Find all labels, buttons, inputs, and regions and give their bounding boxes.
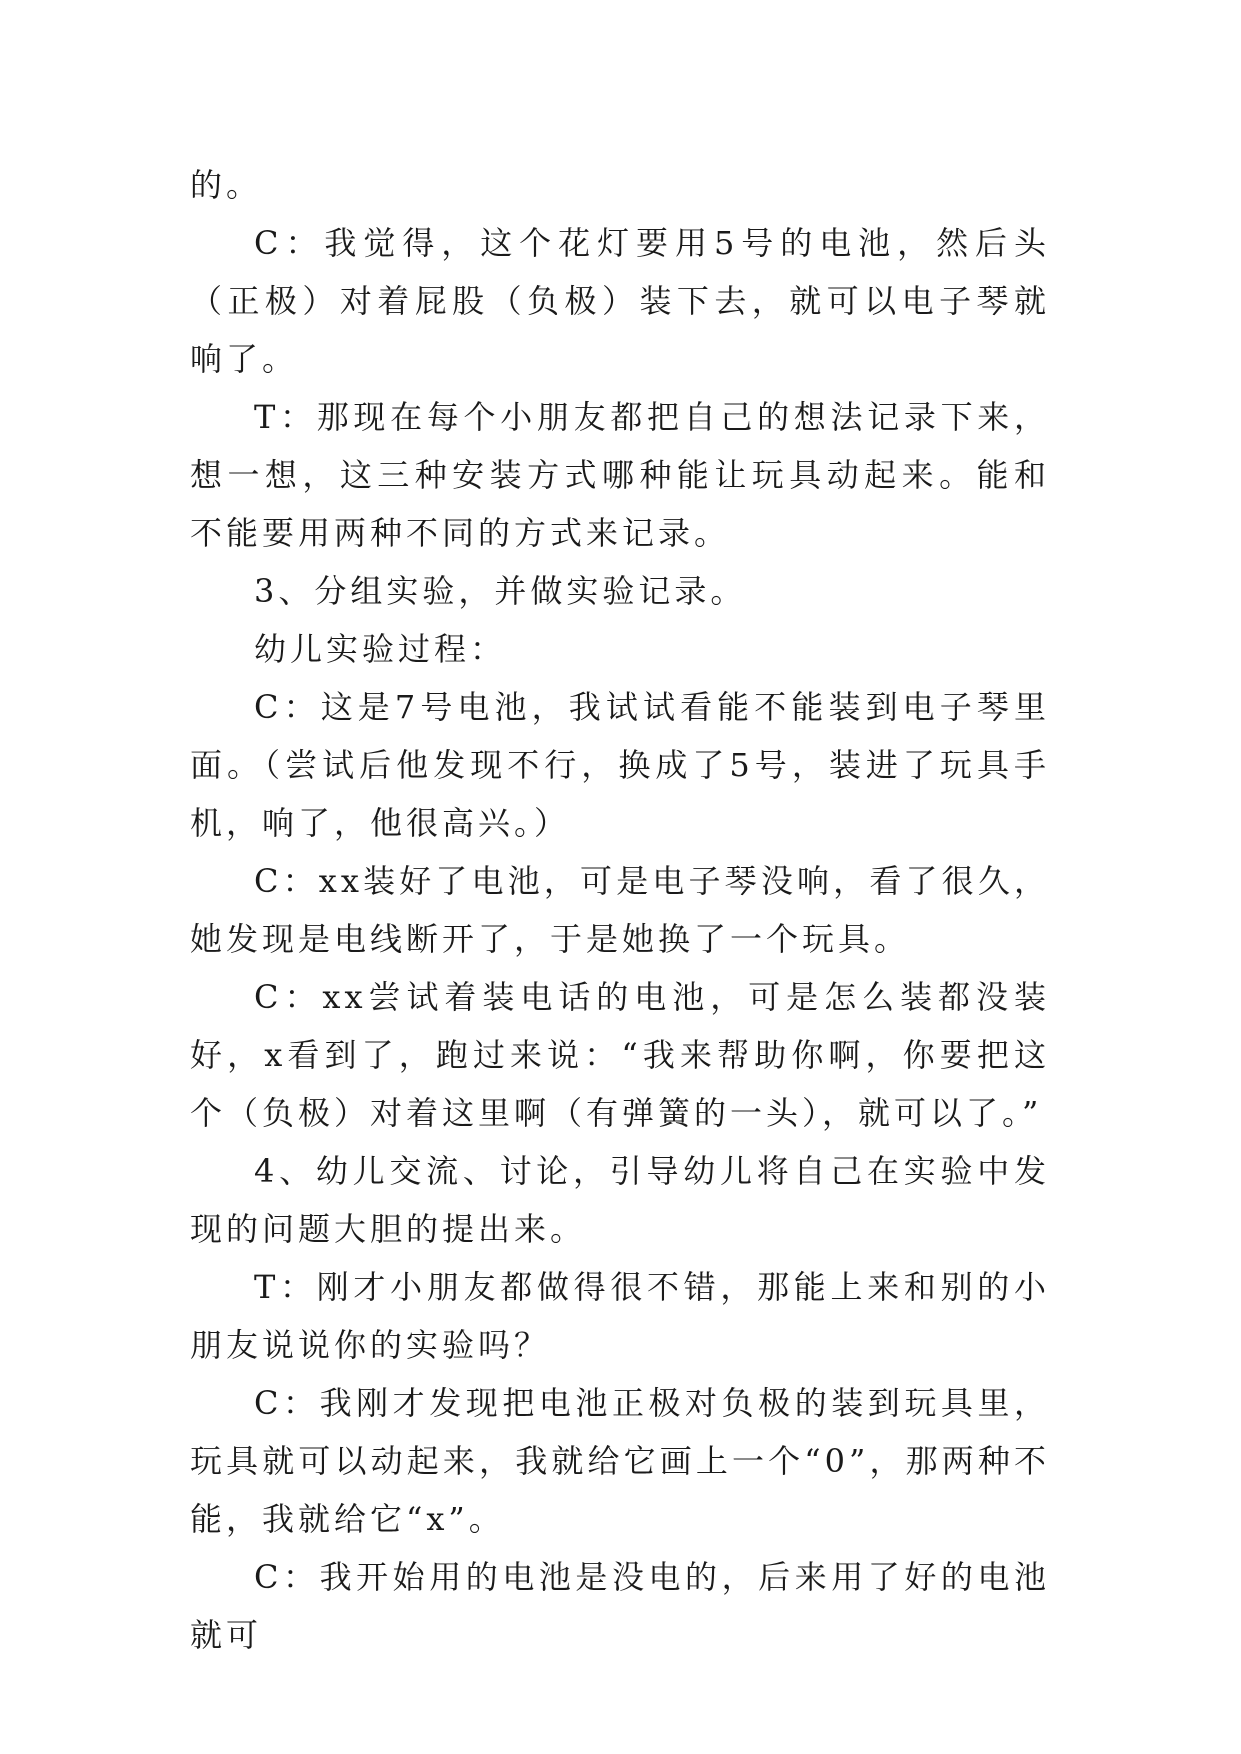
paragraph: C：我觉得，这个花灯要用5号的电池，然后头（正极）对着屁股（负极）装下去，就可以电子琴就响了。 — [190, 224, 1050, 378]
paragraph: C：我刚才发现把电池正极对负极的装到玩具里，玩具就可以动起来，我就给它画上一个“0”，那两种不能，我就给它“x”。 — [190, 1384, 1050, 1538]
paragraph: 3、分组实验，并做实验记录。 — [254, 572, 747, 610]
paragraph: 4、幼儿交流、讨论，引导幼儿将自己在实验中发现的问题大胆的提出来。 — [190, 1152, 1050, 1248]
document-body — [190, 156, 1050, 1664]
paragraph: T：那现在每个小朋友都把自己的想法记录下来，想一想，这三种安装方式哪种能让玩具动起来。能和不能要用两种不同的方式来记录。 — [190, 398, 1050, 552]
paragraph: C：xx装好了电池，可是电子琴没响，看了很久，她发现是电线断开了，于是她换了一个玩具。 — [190, 862, 1050, 958]
paragraph: 幼儿实验过程： — [254, 630, 507, 668]
paragraph: 的。 — [190, 166, 263, 204]
paragraph: C：xx尝试着装电话的电池，可是怎么装都没装好，x看到了，跑过来说：“我来帮助你啊，你要把这个（负极）对着这里啊（有弹簧的一头），就可以了。” — [190, 978, 1050, 1132]
paragraph: C：我开始用的电池是没电的，后来用了好的电池就可 — [190, 1558, 1050, 1654]
paragraph: T：刚才小朋友都做得很不错，那能上来和别的小朋友说说你的实验吗？ — [190, 1268, 1050, 1364]
paragraph: C：这是7号电池，我试试看能不能装到电子琴里面。（尝试后他发现不行，换成了5号，装进了玩具手机，响了，他很高兴。） — [190, 688, 1050, 842]
